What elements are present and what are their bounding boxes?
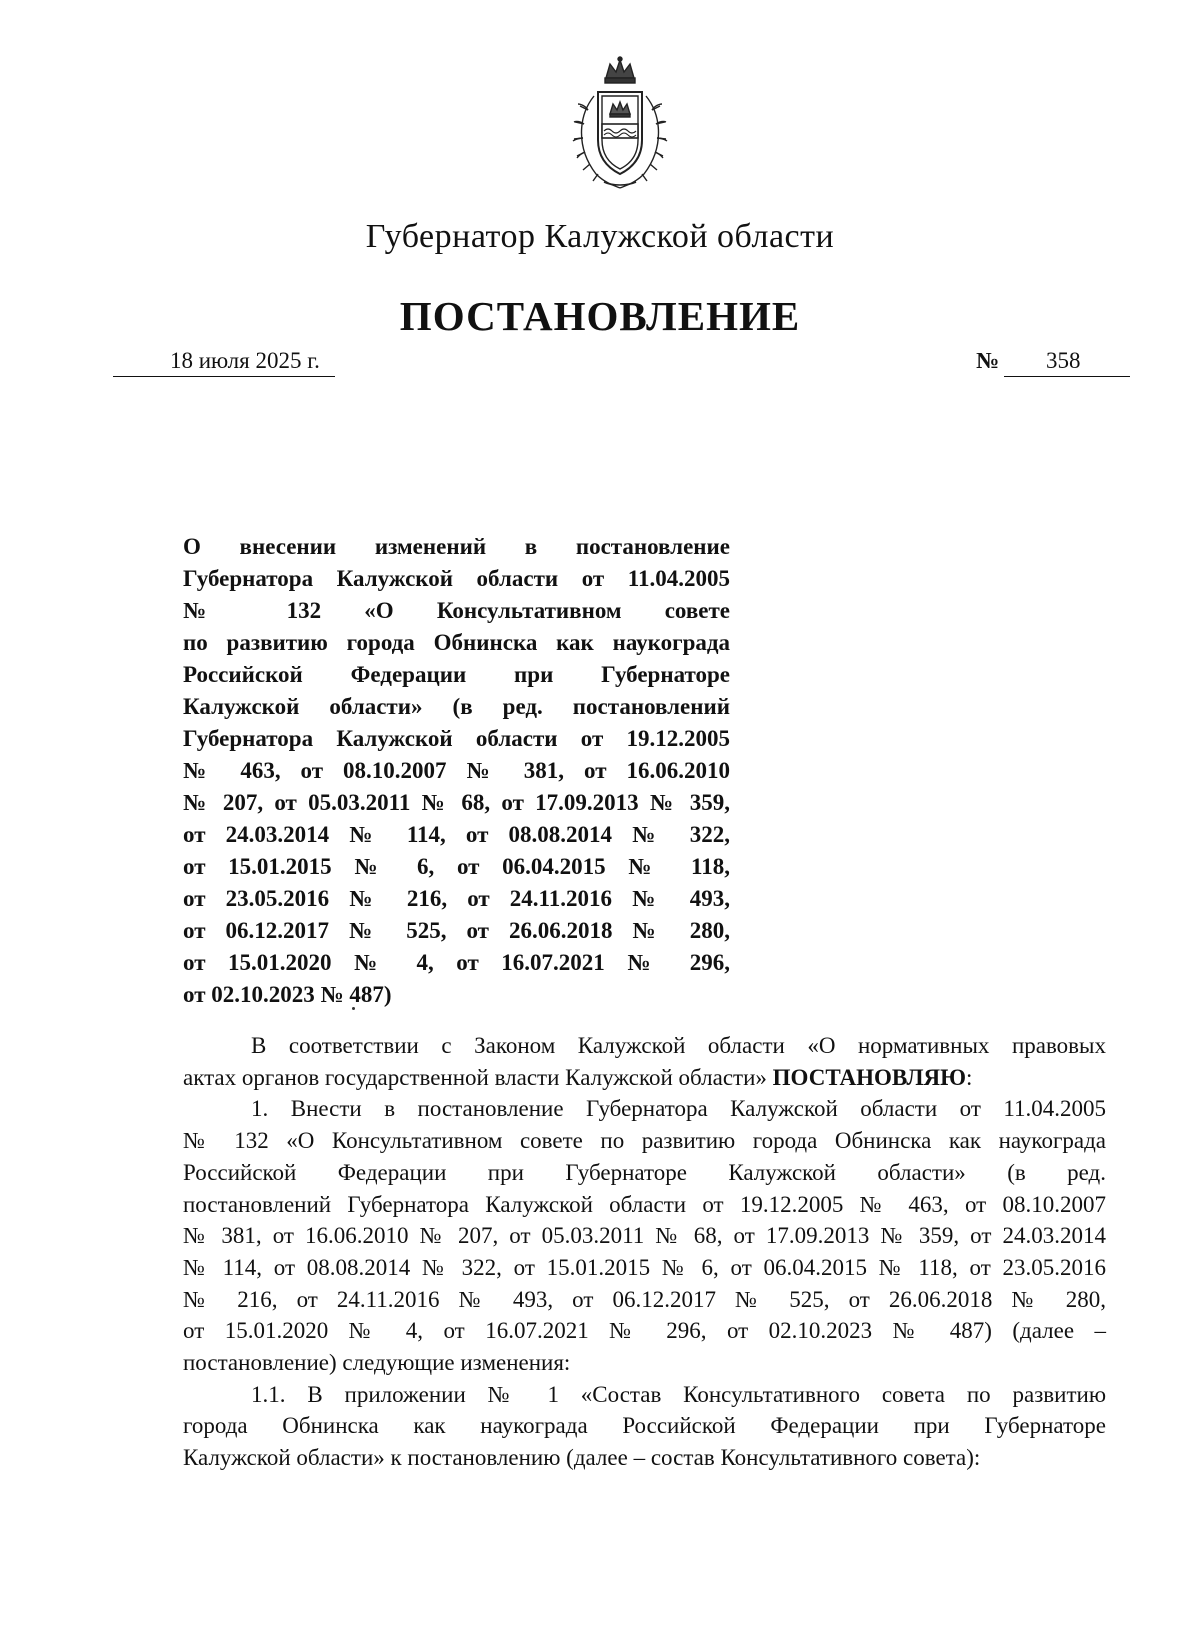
paragraph-line: В соответствии с Законом Калужской области «О нормативных правовых	[251, 1033, 1106, 1058]
paragraph-text: актах органов государственной власти Калужской области»	[183, 1064, 767, 1090]
colon: :	[966, 1064, 973, 1090]
paragraph-line: Российской Федерации при Губернаторе Калужской области» (в ред.	[183, 1159, 1106, 1185]
title-line: от 15.01.2020 № 4, от 16.07.2021 № 296,	[183, 950, 730, 975]
paragraph-line: 1.1. В приложении № 1 «Состав Консультативного совета по развитию	[251, 1381, 1106, 1407]
document-body	[183, 1030, 1106, 1474]
paragraph-line: № 381, от 16.06.2010 № 207, от 05.03.2011 № 68, от 17.09.2013 № 359, от 24.03.2014	[183, 1223, 1106, 1249]
paragraph-line: № 114, от 08.08.2014 № 322, от 15.01.2015 № 6, от 06.04.2015 № 118, от 23.05.2016	[183, 1254, 1106, 1280]
paragraph-line: постановлений Губернатора Калужской области от 19.12.2005 № 463, от 08.10.2007	[183, 1191, 1106, 1217]
title-line: № 132 «О Консультативном совете	[183, 598, 730, 623]
document-date: 18 июля 2025 г.	[170, 348, 320, 373]
document-subject-title	[183, 531, 730, 1011]
title-line: О внесении изменений в постановление	[183, 534, 730, 559]
paragraph-line: Калужской области» к постановлению (далее – состав Консультативного совета):	[183, 1445, 981, 1471]
title-line: от 23.05.2016 № 216, от 24.11.2016 № 493,	[183, 886, 730, 911]
kaluga-region-coat-of-arms-icon	[566, 56, 674, 192]
paragraph-line: города Обнинска как наукограда Российской Федерации при Губернаторе	[183, 1413, 1106, 1439]
scan-speck	[352, 1007, 355, 1010]
paragraph-line: № 132 «О Консультативном совете по развитию города Обнинска как наукограда	[183, 1128, 1106, 1154]
title-line: № 207, от 05.03.2011 № 68, от 17.09.2013 № 359,	[183, 790, 730, 815]
resolve-keyword: ПОСТАНОВЛЯЮ	[772, 1064, 967, 1090]
title-line: Калужской области» (в ред. постановлений	[183, 694, 730, 719]
document-type-title: ПОСТАНОВЛЕНИЕ	[399, 293, 801, 339]
title-line: от 15.01.2015 № 6, от 06.04.2015 № 118,	[183, 854, 730, 879]
paragraph-line: 1. Внести в постановление Губернатора Калужской области от 11.04.2005	[251, 1096, 1106, 1122]
paragraph-line: постановление) следующие изменения:	[183, 1350, 571, 1376]
issuing-authority: Губернатор Калужской области	[365, 218, 835, 255]
title-line: Российской Федерации при Губернаторе	[183, 662, 730, 687]
document-number: 358	[1046, 348, 1081, 373]
title-line: от 02.10.2023 № 487)	[183, 982, 392, 1007]
title-line: № 463, от 08.10.2007 № 381, от 16.06.2010	[183, 758, 730, 783]
paragraph-line: № 216, от 24.11.2016 № 493, от 06.12.2017 № 525, от 26.06.2018 № 280,	[183, 1286, 1106, 1312]
title-line: Губернатора Калужской области от 19.12.2005	[183, 726, 730, 751]
number-label: №	[976, 348, 1000, 373]
paragraph-line: от 15.01.2020 № 4, от 16.07.2021 № 296, от 02.10.2023 № 487) (далее –	[183, 1318, 1106, 1344]
title-line: от 06.12.2017 № 525, от 26.06.2018 № 280,	[183, 918, 730, 943]
title-line: от 24.03.2014 № 114, от 08.08.2014 № 322,	[183, 822, 730, 847]
paragraph-line	[183, 1062, 1106, 1094]
title-line: по развитию города Обнинска как наукограда	[183, 630, 730, 655]
title-line: Губернатора Калужской области от 11.04.2005	[183, 566, 730, 591]
